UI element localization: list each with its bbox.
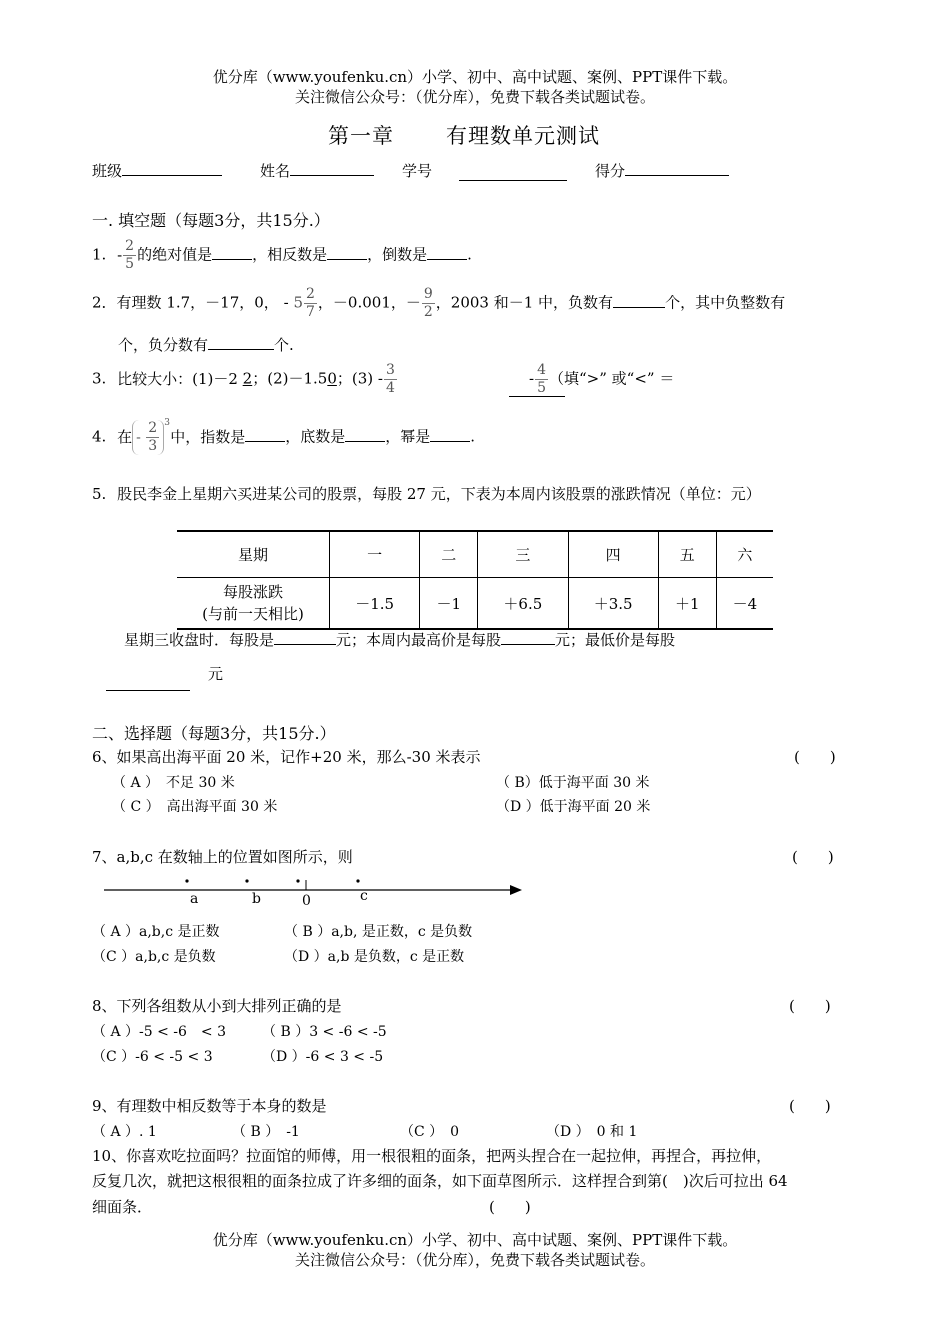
q2-fraction: $\frac{9}{2}$ [423, 286, 433, 320]
question-10-line-3: 细面条． [92, 1198, 153, 1216]
q5-after-1: 星期三收盘时．每股是 [124, 631, 275, 649]
q3-sign-2: - [529, 369, 535, 388]
class-blank[interactable] [122, 161, 222, 176]
q1-text-1: 的绝对值是 [137, 245, 213, 264]
q5-blank-1[interactable] [274, 630, 336, 645]
label-c: c [360, 888, 368, 904]
table-cell [177, 578, 330, 630]
number-line [104, 876, 528, 910]
q4-exponent: 3 [164, 418, 170, 428]
q3-text-3: ；(3) [336, 369, 374, 388]
q7-option-c[interactable]: （C ）a,b,c 是负数 [92, 949, 216, 965]
question-3 [92, 362, 398, 397]
q3-fraction-2: $\frac{4}{5}$ [537, 362, 546, 396]
q3-text-1: 比较大小：(1)－2 [117, 369, 238, 388]
section1-heading: 一. 填空题（每题3分，共15分.） [92, 211, 330, 230]
row-label-2: (与前一天相比) [202, 605, 304, 623]
table-cell: 六 [716, 531, 773, 578]
q1-fraction: $\frac{2}{5}$ [125, 238, 135, 272]
q5-after-2: 元；本周内最高价是每股 [336, 631, 502, 649]
q9-option-c[interactable]: （C ） 0 [400, 1124, 460, 1140]
table-cell: －1.5 [330, 578, 420, 630]
q8-option-b[interactable]: （ B ）3 < -6 < -5 [262, 1024, 387, 1040]
q8-option-a[interactable]: （ A ）-5 < -6 < 3 [92, 1024, 227, 1040]
question-1 [92, 238, 472, 273]
point-c [356, 879, 359, 882]
q1-text-2: ，相反数是 [252, 245, 328, 264]
table-row [177, 531, 773, 578]
info-class [92, 160, 222, 181]
table-cell: ＋3.5 [568, 578, 658, 630]
class-label: 班级 [92, 162, 123, 180]
q9-option-d[interactable]: （D ） 0 和 1 [546, 1124, 638, 1140]
row-label-1: 每股涨跌 [222, 583, 283, 601]
table-cell: ＋1 [658, 578, 716, 630]
q2-text-2: ，－0.001，－ [317, 293, 421, 312]
q4-blank-3[interactable] [430, 427, 470, 442]
q2-blank-2[interactable] [208, 335, 274, 350]
table-cell: 五 [658, 531, 716, 578]
q4-text-1: 在 [117, 427, 133, 446]
q7-option-d[interactable]: （D ）a,b 是负数，c 是正数 [284, 949, 465, 965]
score-blank[interactable] [625, 161, 729, 176]
number-line-arrow [510, 885, 522, 895]
label-zero: 0 [302, 893, 311, 909]
stock-table [177, 530, 773, 630]
q6-option-d[interactable]: （D ）低于海平面 20 米 [496, 799, 651, 815]
question-7-stem: 7、a,b,c 在数轴上的位置如图所示，则 [92, 848, 353, 866]
q2-blank-1[interactable] [613, 293, 665, 308]
table-row [177, 578, 773, 630]
question-5-answer [124, 629, 675, 650]
label-b: b [252, 891, 261, 907]
question-6-stem: 6、如果高出海平面 20 米，记作+20 米，那么-30 米表示 [92, 748, 481, 766]
q2-number: 2． [92, 293, 117, 312]
q9-option-a[interactable]: （ A ）. 1 [92, 1124, 157, 1140]
q7-answer-paren[interactable]: ( ) [792, 848, 834, 866]
q2-text-1: 有理数 1.7，－17，0， [116, 293, 279, 312]
q4-blank-2[interactable] [345, 427, 385, 442]
q5-number: 5. [92, 485, 107, 503]
footer-line-2: 关注微信公众号：（优分库），免费下载各类试题试卷。 [294, 1251, 655, 1269]
q10-answer-paren[interactable]: ( ) [489, 1198, 531, 1216]
table-cell: 星期 [177, 531, 330, 578]
point-b [245, 879, 248, 882]
question-10-line-1: 10、你喜欢吃拉面吗？拉面馆的师傅，用一根很粗的面条，把两头捏合在一起拉伸，再捏合，再拉伸， [92, 1147, 772, 1165]
question-10-line-2: 反复几次，就把这根很粗的面条拉成了许多细的面条，如下面草图所示．这样捏合到第( )次后可拉出 64 [92, 1172, 788, 1190]
q6-option-c[interactable]: （ C ） 高出海平面 30 米 [112, 799, 278, 815]
q6-option-a[interactable]: （ A ） 不足 30 米 [112, 775, 235, 791]
q6-answer-paren[interactable]: ( ) [794, 748, 836, 766]
q2-mixed-sign: - [283, 293, 289, 312]
name-label: 姓名 [260, 162, 291, 180]
q2-text-5: 个，负分数有 [118, 336, 209, 354]
q8-option-d[interactable]: （D ）-6 < 3 < -5 [262, 1049, 384, 1065]
table-cell: 二 [420, 531, 478, 578]
question-2 [92, 286, 785, 321]
q2-mixed-whole: 5 [293, 293, 303, 312]
q6-option-b[interactable]: （ B）低于海平面 30 米 [496, 775, 650, 791]
q5-after-3: 元；最低价是每股 [555, 631, 676, 649]
q4-sign: - [136, 429, 141, 446]
q4-power: - $\frac{2}{3}$ 3 [132, 420, 164, 455]
q7-option-a[interactable]: （ A ）a,b,c 是正数 [92, 924, 220, 940]
q3-answer-1[interactable]: 2 [242, 369, 253, 388]
question-3-right [529, 362, 674, 397]
q4-text-2: 中，指数是 [170, 427, 246, 446]
q8-answer-paren[interactable]: ( ) [789, 997, 831, 1015]
q2-mixed-fraction: $\frac{2}{7}$ [306, 286, 315, 320]
point-zero-dot [296, 879, 299, 882]
q1-number: 1. [92, 245, 107, 264]
label-a: a [190, 891, 199, 907]
q7-option-b[interactable]: （ B ）a,b, 是正数，c 是负数 [284, 924, 473, 940]
q3-text-4: （填“>” 或“<” ＝ [549, 369, 675, 388]
info-score [595, 160, 729, 181]
question-2-cont [118, 334, 294, 355]
footer-line-1: 优分库（www.youfenku.cn）小学、初中、高中试题、案例、PPT课件下载。 [212, 1231, 738, 1249]
info-id-label: 学号 [402, 162, 433, 180]
q8-option-c[interactable]: （C ）-6 < -5 < 3 [92, 1049, 213, 1065]
q1-sign: - [117, 245, 123, 264]
question-8-stem: 8、下列各组数从小到大排列正确的是 [92, 997, 342, 1015]
table-cell: 三 [478, 531, 568, 578]
section2-heading: 二、选择题（每题3分，共15分.） [92, 724, 336, 743]
q2-text-4: 个，其中负整数有 [665, 293, 786, 312]
q4-blank-1[interactable] [245, 427, 285, 442]
title-name: 有理数单元测试 [446, 124, 600, 148]
table-cell: －4 [716, 578, 773, 630]
q3-answer-2[interactable]: 0 [327, 369, 337, 388]
table-cell: －1 [420, 578, 478, 630]
q4-number: 4. [92, 427, 107, 446]
q1-blank-1[interactable] [212, 245, 252, 260]
q3-text-2: ；(2)－1.5 [252, 369, 328, 388]
q3-answer-blank[interactable] [509, 396, 565, 397]
q2-text-6: 个. [274, 336, 294, 354]
q5-blank-3[interactable] [106, 690, 190, 691]
q3-number: 3. [92, 369, 107, 388]
question-9-stem: 9、有理数中相反数等于本身的数是 [92, 1097, 327, 1115]
q9-answer-paren[interactable]: ( ) [789, 1097, 831, 1115]
header-line-1: 优分库（www.youfenku.cn）小学、初中、高中试题、案例、PPT课件下载。 [212, 68, 738, 86]
title-chapter: 第一章 [328, 124, 394, 148]
q9-option-b[interactable]: （ B ） -1 [232, 1124, 300, 1140]
q5-text: 股民李金上星期六买进某公司的股票，每股 27 元，下表为本周内该股票的涨跌情况（单位：元） [117, 485, 761, 503]
q1-text-4: . [467, 245, 472, 264]
question-4 [92, 420, 475, 455]
q5-after-4: 元 [208, 665, 224, 683]
point-a [185, 879, 188, 882]
q1-blank-2[interactable] [327, 245, 367, 260]
page-title [328, 120, 600, 150]
score-label: 得分 [595, 162, 626, 180]
q1-blank-3[interactable] [427, 245, 467, 260]
q5-blank-2[interactable] [501, 630, 555, 645]
q4-text-4: ，幂是 [385, 427, 431, 446]
q1-text-3: ，倒数是 [367, 245, 428, 264]
q4-text-3: ，底数是 [285, 427, 346, 446]
table-cell: 四 [568, 531, 658, 578]
table-cell: ＋6.5 [478, 578, 568, 630]
header-line-2: 关注微信公众号：（优分库），免费下载各类试题试卷。 [294, 88, 655, 106]
table-cell: 一 [330, 531, 420, 578]
question-5 [92, 483, 761, 504]
name-blank[interactable] [290, 161, 374, 176]
q3-sign-1: - [377, 369, 383, 388]
info-name [260, 160, 374, 181]
info-id-blank[interactable] [459, 166, 567, 185]
q2-text-3: ，2003 和－1 中，负数有 [435, 293, 614, 312]
q4-text-5: . [470, 427, 476, 446]
q3-fraction-1: $\frac{3}{4}$ [385, 362, 395, 396]
